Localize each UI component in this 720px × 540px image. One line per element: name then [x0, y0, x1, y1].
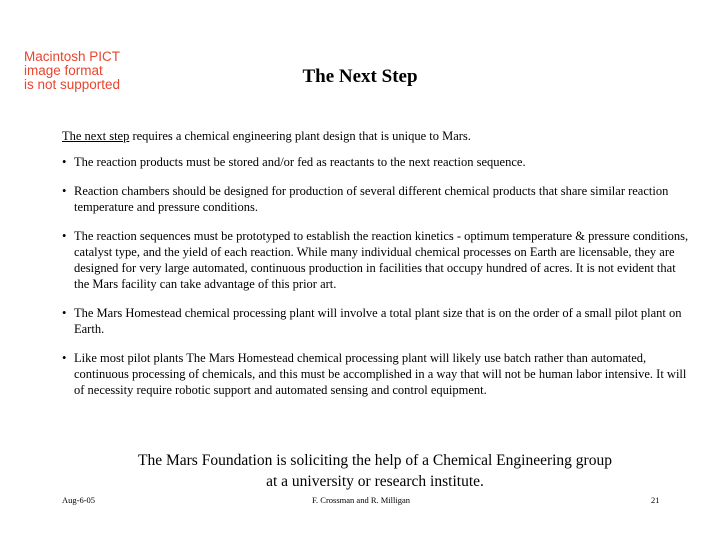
bullet-text: The Mars Homestead chemical processing plant will involve a total plant size that is on the order of a small pilot plant on Earth.: [74, 306, 682, 336]
bullet-item: [62, 350, 692, 398]
bullet-text: Like most pilot plants The Mars Homestead chemical processing plant will likely use batch rather than automated, continuous processing of chemicals, and this must be accomplished in a way that will not be human labor intensive. It will of necessity require robotic support and automated sensing and control equipment.: [74, 351, 687, 397]
placeholder-line-2: image format: [24, 63, 103, 78]
slide-title-text: The Next Step: [302, 66, 418, 87]
intro-rest: requires a chemical engineering plant design that is unique to Mars.: [129, 129, 471, 143]
intro-underlined-phrase: The next step: [62, 129, 130, 143]
placeholder-line-3: is not supported: [24, 77, 121, 92]
bullet-text: The reaction sequences must be prototyped to establish the reaction kinetics - optimum temperature & pressure conditions, catalyst type, and the yield of each reaction. While many individual chemical processes on Earth are licensable, they are designed for very large automated, continuous production in facilities that occupy hundred of acres. It is not evident that the Mars facility can take advantage of this prior art.: [74, 229, 689, 291]
placeholder-line-1: Macintosh PICT: [24, 49, 121, 64]
bullet-dot: •: [62, 306, 67, 320]
bullet-item: [62, 183, 692, 215]
bullet-item: [62, 154, 692, 170]
bullet-dot: •: [62, 155, 67, 169]
bullet-text: Reaction chambers should be designed for production of several different chemical products that share similar reaction temperature and pressure conditions.: [74, 184, 669, 214]
bullet-dot: •: [62, 351, 67, 365]
bullet-list: [62, 154, 692, 411]
closing-statement: [0, 450, 720, 492]
footer-date: Aug-6-05: [62, 495, 96, 505]
bullet-dot: •: [62, 229, 67, 243]
slide-title: [0, 63, 720, 88]
closing-line-2: at a university or research institute.: [266, 473, 484, 490]
bullet-item: [62, 305, 692, 337]
bullet-text: The reaction products must be stored and/or fed as reactants to the next reaction sequence.: [74, 155, 526, 169]
intro-paragraph: [62, 128, 692, 144]
footer-page-number: 21: [651, 495, 660, 505]
bullet-dot: •: [62, 184, 67, 198]
bullet-item: [62, 228, 692, 292]
footer-authors: F. Crossman and R. Milligan: [312, 495, 411, 505]
closing-line-1: The Mars Foundation is soliciting the help of a Chemical Engineering group: [138, 452, 612, 469]
